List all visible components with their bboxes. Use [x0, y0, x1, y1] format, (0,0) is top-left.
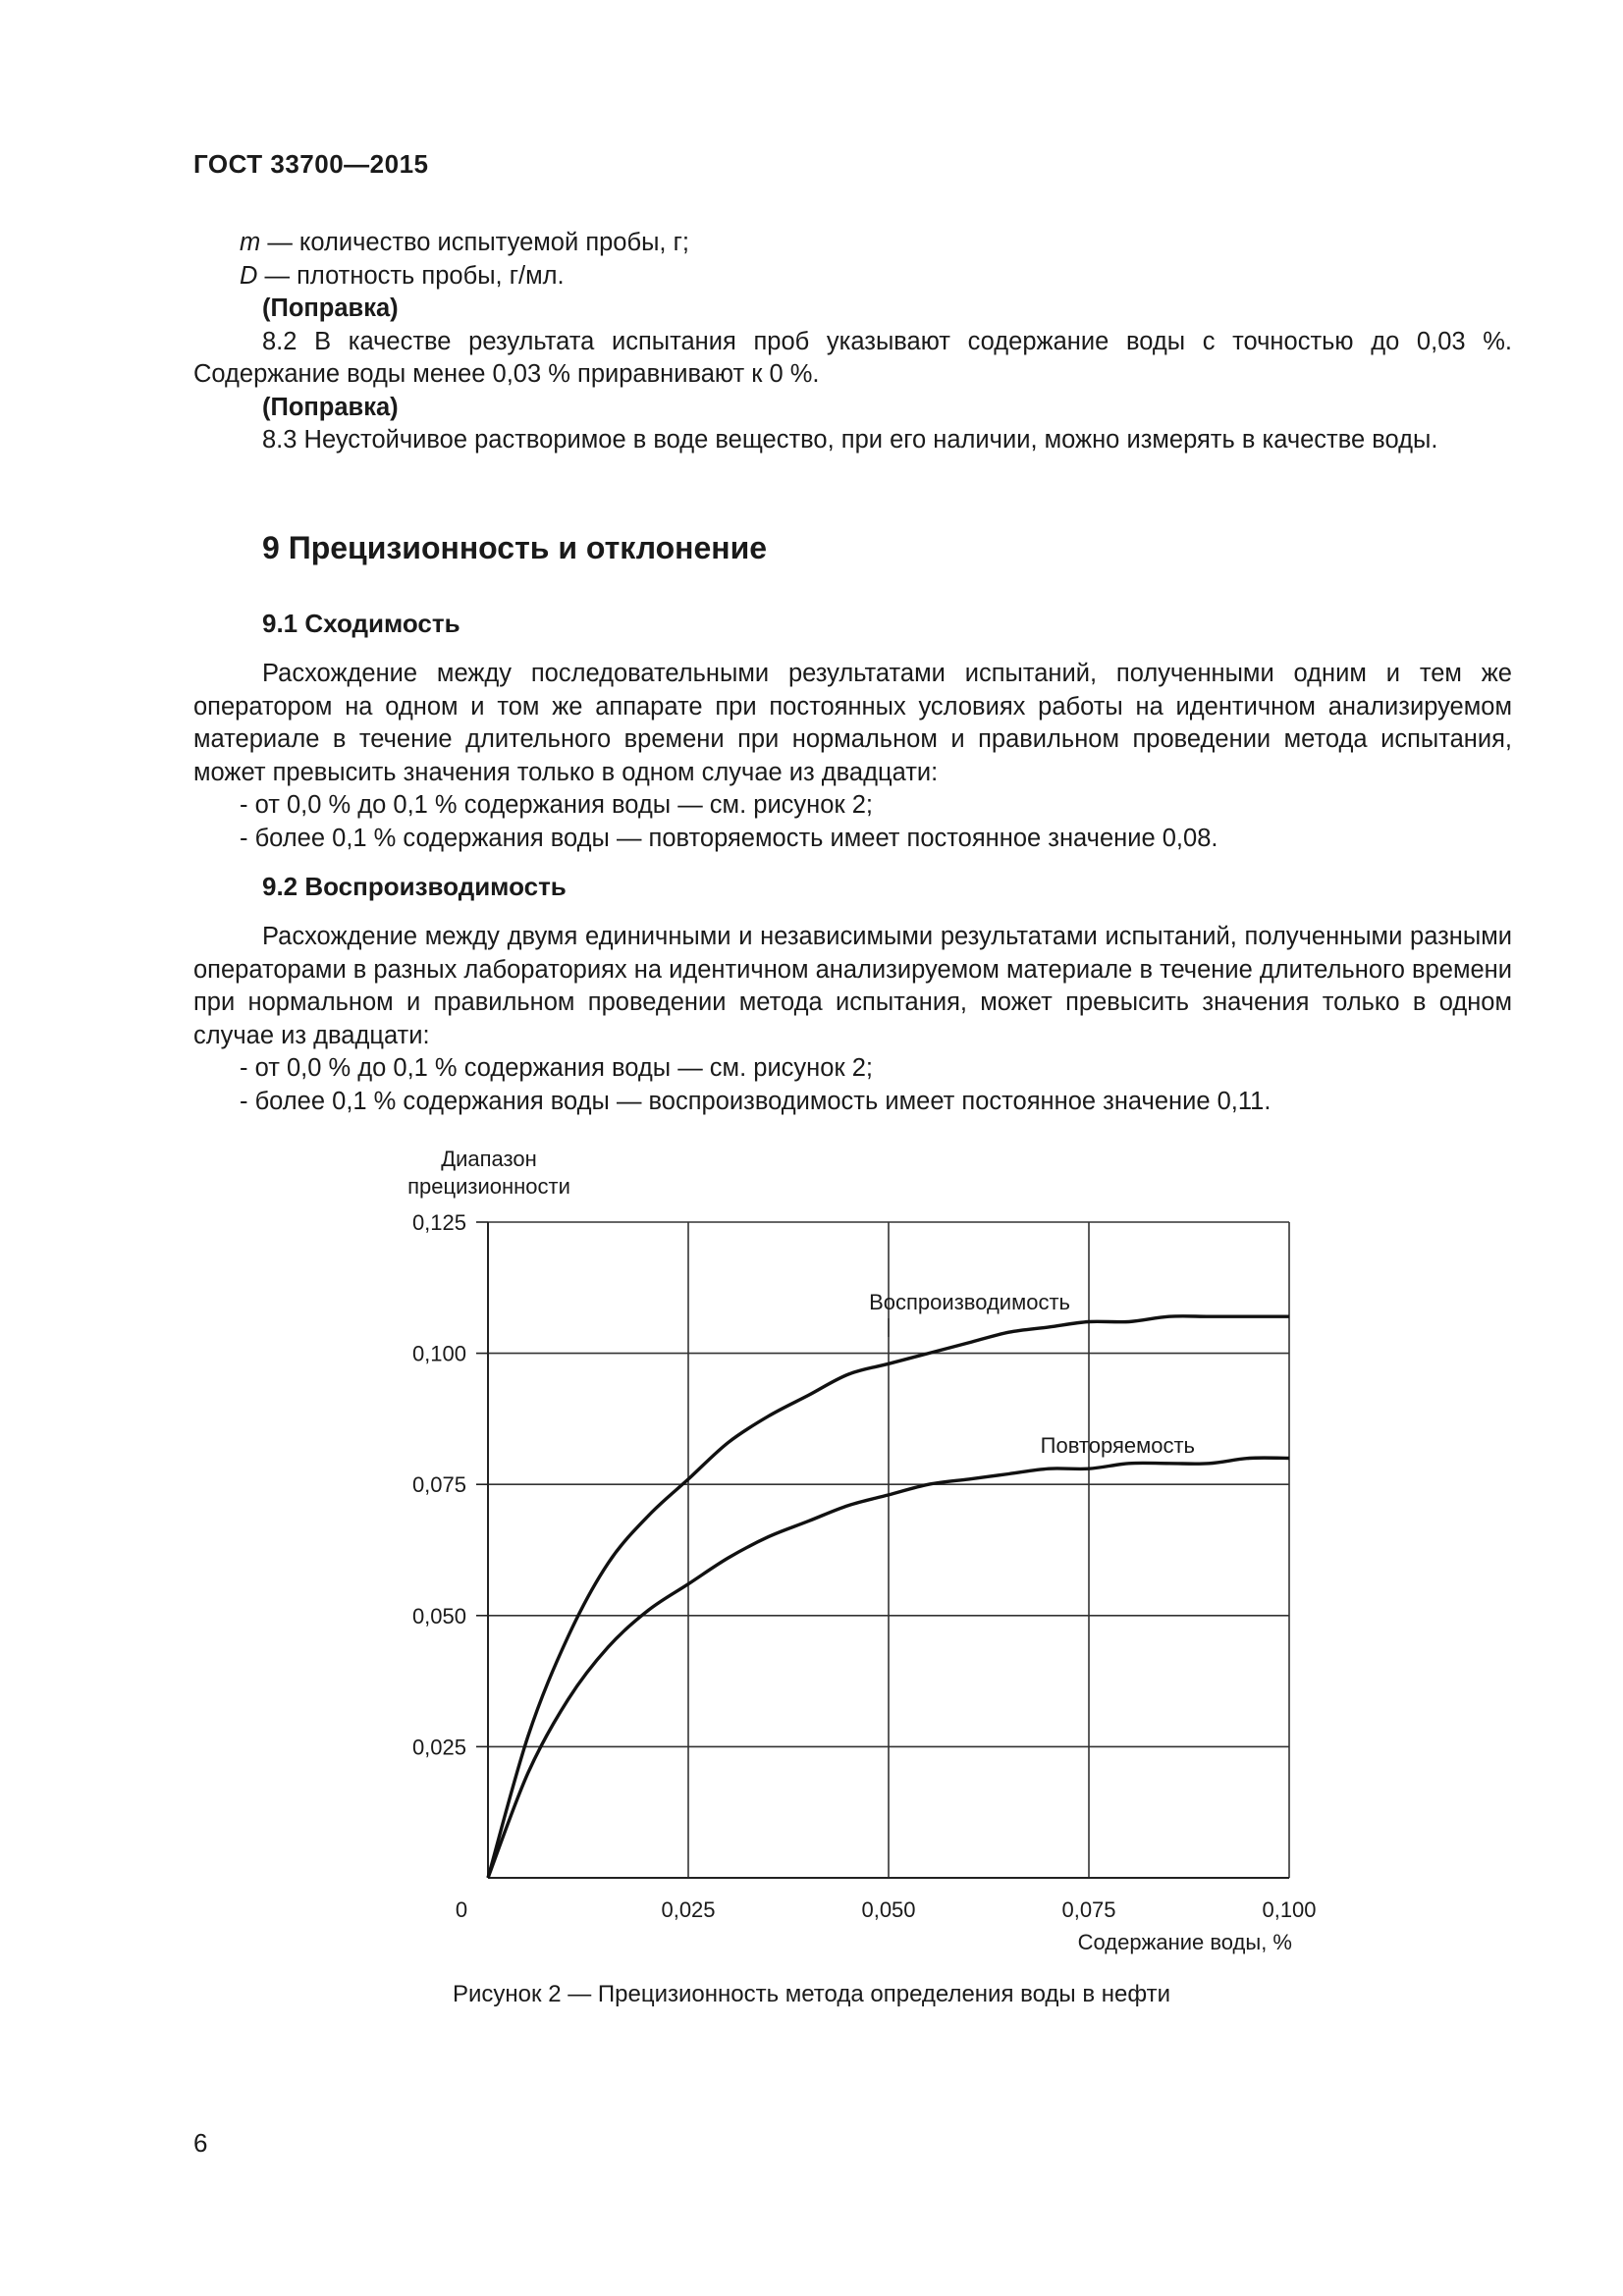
y-axis-label-line1: Диапазон: [441, 1147, 537, 1171]
symbol-m: m: [240, 229, 261, 256]
y-tick-label: 0,125: [411, 1210, 466, 1235]
subsection-9-2-title: 9.2 Воспроизводимость: [262, 872, 567, 901]
x-tick-label: 0,025: [661, 1897, 716, 1922]
paragraph-8-3: 8.3 Неустойчивое растворимое в воде вещество, при его наличии, можно измерять в качестве воды.: [262, 426, 1438, 454]
y-tick-label: 0,025: [411, 1735, 466, 1760]
x-tick-label: 0,100: [1262, 1897, 1317, 1922]
section-9-title: 9 Прецизионность и отклонение: [262, 530, 768, 565]
list-item: - от 0,0 % до 0,1 % содержания воды — см. рисунок 2;: [240, 791, 873, 819]
origin-label: 0: [455, 1897, 468, 1922]
y-axis-label-line2: прецизионности: [407, 1174, 570, 1199]
definition-d-text: — плотность пробы, г/мл.: [257, 261, 565, 290]
x-tick-label: 0,050: [861, 1897, 916, 1922]
correction-note: (Поправка): [262, 393, 399, 421]
series-label-reproducibility: Воспроизводимость: [869, 1290, 1070, 1314]
subsection-9-1-title: 9.1 Сходимость: [262, 609, 460, 638]
correction-note: (Поправка): [262, 294, 399, 322]
y-tick-label: 0,050: [411, 1603, 466, 1629]
document-header: ГОСТ 33700—2015: [193, 149, 429, 179]
paragraph-9-1: Расхождение между последовательными результатами испытаний, полученными одним и тем же оператором на одном и том же аппарате при постоянных условиях работы на идентичном анализируемом материале в течение длительного времени при нормальном и правильном проведении метода испытания, может превысить значения только в одном случае из двадцати:: [193, 660, 1512, 786]
figure-caption: Рисунок 2 — Прецизионность метода определения воды в нефти: [453, 1981, 1170, 2007]
y-tick-label: 0,075: [411, 1472, 466, 1498]
symbol-d: D: [240, 261, 258, 290]
paragraph-8-2: 8.2 В качестве результата испытания проб указывают содержание воды с точностью до 0,03 %. Содержание воды менее 0,03 % приравнивают к 0 %.: [193, 327, 1512, 388]
page-number: 6: [193, 2128, 208, 2158]
paragraph-9-2: Расхождение между двумя единичными и независимыми результатами испытаний, полученными разными операторами в разных лабораториях на идентичном анализируемом материале в течение длительного времени при нормальном и правильном проведении метода испытания, может превысить значения только в одном случае из двадцати:: [193, 923, 1512, 1049]
definition-m-text: — количество испытуемой пробы, г;: [260, 229, 689, 256]
y-tick-label: 0,100: [411, 1341, 466, 1366]
x-axis-label: Содержание воды, %: [1077, 1930, 1292, 1954]
x-tick-label: 0,075: [1061, 1897, 1116, 1922]
series-label-repeatability: Повторяемость: [1040, 1433, 1195, 1458]
list-item: - от 0,0 % до 0,1 % содержания воды — см. рисунок 2;: [240, 1054, 873, 1082]
list-item: - более 0,1 % содержания воды — воспроизводимость имеет постоянное значение 0,11.: [240, 1087, 1271, 1115]
list-item: - более 0,1 % содержания воды — повторяемость имеет постоянное значение 0,08.: [240, 824, 1218, 852]
axes: [476, 1222, 1289, 1878]
